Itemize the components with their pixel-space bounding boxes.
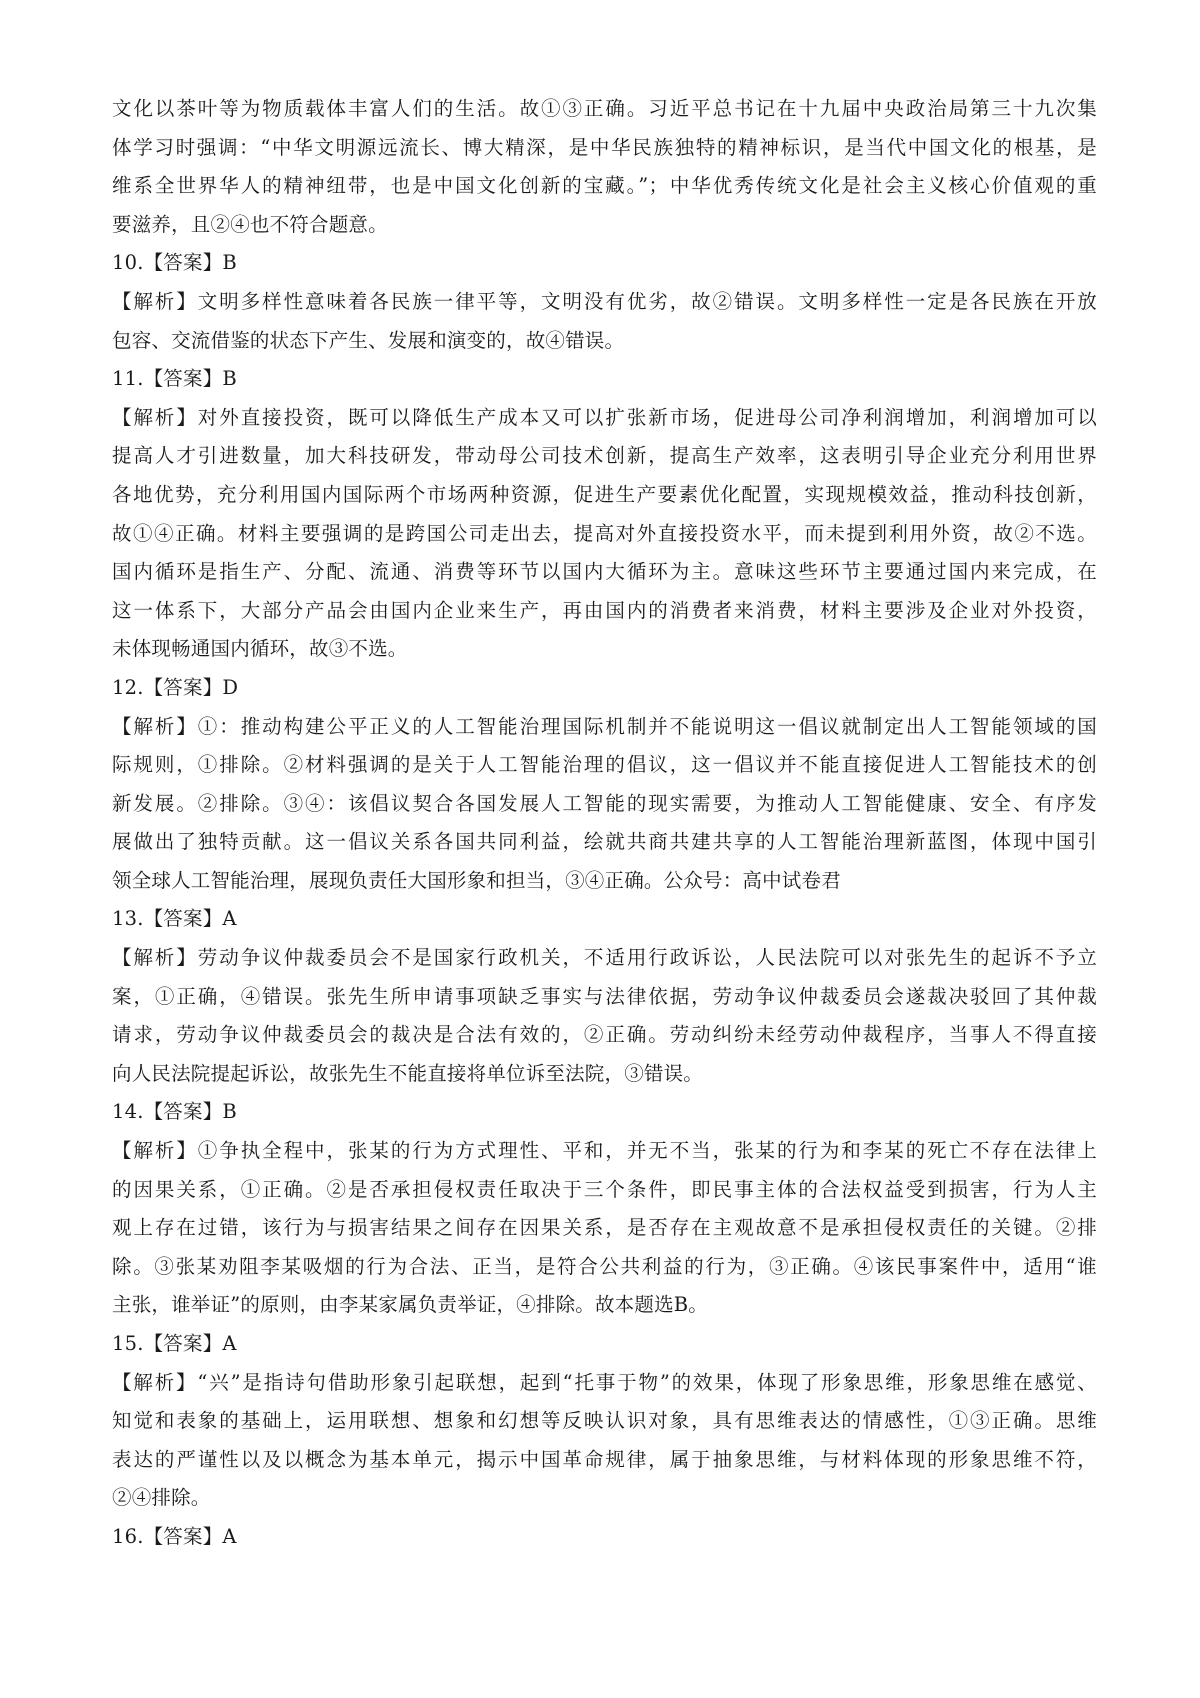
text-line: 维系全世界华人的精神纽带，也是中国文化创新的宝藏。”；中华优秀传统文化是社会主义核心价值观的重 [112,174,1097,198]
text-line: 12.【答案】D [112,675,239,699]
text-line: 新发展。②排除。③④：该倡议契合各国发展人工智能的现实需要，为推动人工智能健康、安全、有序发 [112,791,1097,815]
text-line: 各地优势，充分利用国内国际两个市场两种资源，促进生产要素优化配置，实现规模效益，推动科技创新， [112,482,1097,506]
text-line: 际规则，①排除。②材料强调的是关于人工智能治理的倡议，这一倡议并不能直接促进人工智能技术的创 [112,753,1097,777]
document-body [112,90,1097,1557]
text-line: 文化以茶叶等为物质载体丰富人们的生活。故①③正确。习近平总书记在十九届中央政治局第三十九次集 [112,97,1097,120]
text-line: 主张，谁举证”的原则，由李某家属负责举证，④排除。故本题选B。 [112,1293,708,1317]
text-line: 这一体系下，大部分产品会由国内企业来生产，再由国内的消费者来消费，材料主要涉及企业对外投资， [112,598,1097,622]
text-line: 15.【答案】A [112,1332,237,1355]
text-line: 的因果关系，①正确。②是否承担侵权责任取决于三个条件，即民事主体的合法权益受到损害，行为人主 [112,1177,1097,1201]
text-line: 展做出了独特贡献。这一倡议关系各国共同利益，绘就共商共建共享的人工智能治理新蓝图，体现中国引 [112,830,1097,854]
text-line: 表达的严谨性以及以概念为基本单元，揭示中国革命规律，属于抽象思维，与材料体现的形象思维不符， [112,1447,1097,1471]
text-line: 领全球人工智能治理，展现负责任大国形象和担当，③④正确。公众号：高中试卷君 [112,868,841,892]
text-line: 11.【答案】B [112,367,237,391]
text-line: 【解析】劳动争议仲裁委员会不是国家行政机关，不适用行政诉讼，人民法院可以对张先生的起诉不予立 [112,946,1097,970]
text-line: 观上存在过错，该行为与损害结果之间存在因果关系，是否存在主观故意不是承担侵权责任的关键。②排 [112,1216,1097,1240]
document-page [112,90,1097,1557]
text-line: 13.【答案】A [112,907,237,931]
text-line: 10.【答案】B [112,251,237,275]
text-line: 14.【答案】B [112,1100,237,1124]
text-line: 16.【答案】A [112,1524,237,1548]
text-line: 【解析】文明多样性意味着各民族一律平等，文明没有优劣，故②错误。文明多样性一定是各民族在开放 [112,289,1097,313]
text-line: 提高人才引进数量，加大科技研发，带动母公司技术创新，提高生产效率，这表明引导企业充分利用世界 [112,444,1097,468]
text-line: 【解析】①：推动构建公平正义的人工智能治理国际机制并不能说明这一倡议就制定出人工智能领域的国 [112,714,1097,738]
text-line: 【解析】对外直接投资，既可以降低生产成本又可以扩张新市场，促进母公司净利润增加，利润增加可以 [112,405,1097,429]
text-line: 向人民法院提起诉讼，故张先生不能直接将单位诉至法院，③错误。 [112,1061,704,1085]
text-line: 体学习时强调：“中华文明源远流长、博大精深，是中华民族独特的精神标识，是当代中国文化的根基，是 [112,135,1097,159]
text-line: 未体现畅通国内循环，故③不选。 [112,637,408,661]
text-line: 【解析】“兴”是指诗句借助形象引起联想，起到“托事于物”的效果，体现了形象思维，形象思维在感觉、 [112,1370,1097,1394]
text-line: 要滋养，且②④也不符合题意。 [112,212,388,236]
text-line: 请求，劳动争议仲裁委员会的裁决是合法有效的，②正确。劳动纠纷未经劳动仲裁程序，当事人不得直接 [112,1023,1097,1047]
text-line: 【解析】①争执全程中，张某的行为方式理性、平和，并无不当，张某的行为和李某的死亡不存在法律上 [112,1139,1097,1163]
text-line: 故①④正确。材料主要强调的是跨国公司走出去，提高对外直接投资水平，而未提到利用外资，故②不选。 [112,521,1097,545]
text-line: 知觉和表象的基础上，运用联想、想象和幻想等反映认识对象，具有思维表达的情感性，①③正确。思维 [112,1409,1097,1433]
text-line: 除。③张某劝阻李某吸烟的行为合法、正当，是符合公共利益的行为，③正确。④该民事案件中，适用“谁 [112,1254,1097,1278]
text-line: 国内循环是指生产、分配、流通、消费等环节以国内大循环为主。意味这些环节主要通过国内来完成，在 [112,560,1097,584]
text-line: 案，①正确，④错误。张先生所申请事项缺乏事实与法律依据，劳动争议仲裁委员会遂裁决驳回了其仲裁 [112,984,1097,1008]
text-line: 包容、交流借鉴的状态下产生、发展和演变的，故④错误。 [112,328,625,352]
text-line: ②④排除。 [112,1486,211,1510]
